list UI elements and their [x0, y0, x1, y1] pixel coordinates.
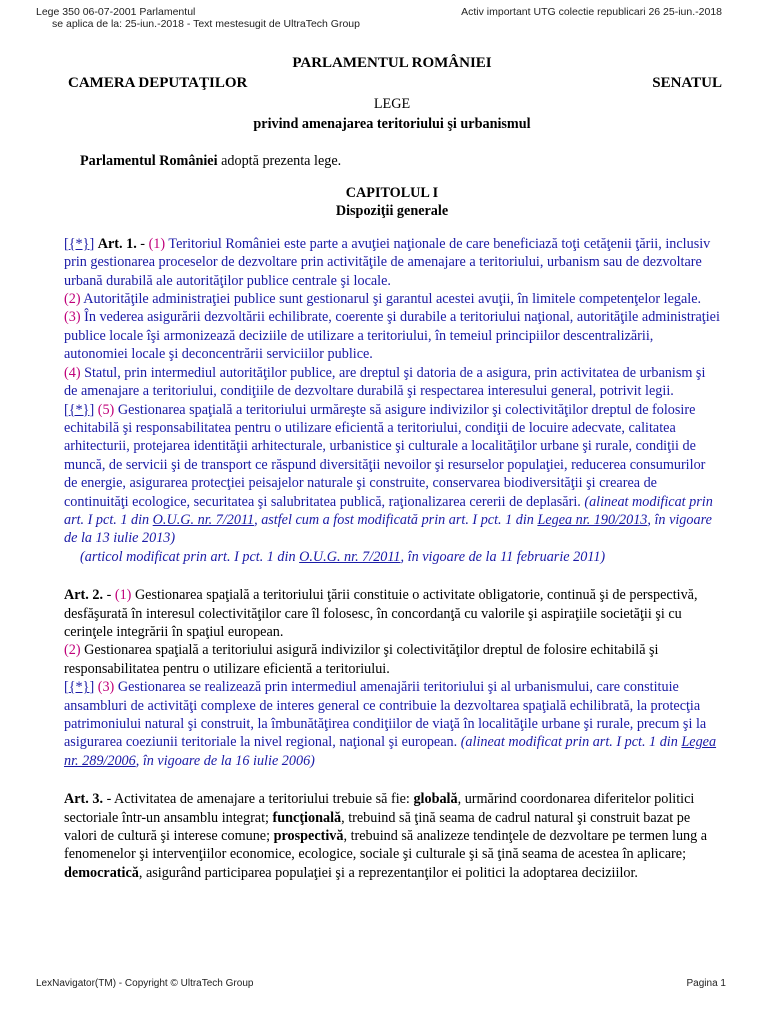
art1-ref-link[interactable]: {*} — [68, 235, 90, 252]
art1-paragraph-5: [{*}] (5) Gestionarea spaţială a teritoriului urmăreşte să asigure indivizilor şi colectivităţilor dreptul de folosire echitabilă şi responsabilitatea pentru o utilizare eficientă a teritoriului, condiţii de locuire adecvate, calitatea arhitecturii, protejarea identităţii arhitecturale, urbanistice şi culturale a localităţilor urbane şi rurale, condiţii de muncă, de servicii şi de transport ce răspund diversităţii nevoilor şi resurselor populaţiei, reducerea consumurilor de energie, asigurarea protecţiei peisajelor naturale şi construite, conservarea biodiversităţii şi crearea de continuităţi ecologice, securitatea şi salubritatea publică, raţionalizarea cererii de deplasări. (alineat modificat prin art. I pct. 1 din O.U.G. nr. 7/2011, astfel cum a fost modificată prin art. I pct. 1 din Legea nr. 190/2013, în vigoare de la 13 iulie 2013) — [64, 401, 713, 547]
oug-7-2011-link[interactable]: O.U.G. nr. 7/2011 — [152, 511, 255, 528]
document-body — [64, 54, 720, 882]
adoption-formula — [80, 152, 720, 170]
art1-p1-num: (1) — [148, 235, 166, 252]
header-line-1: Lege 350 06-07-2001 Parlamentul — [36, 6, 196, 18]
act-type: LEGE — [373, 95, 411, 112]
adoption-text: adoptă prezenta lege. — [217, 152, 342, 169]
oug-7-2011-link-2[interactable]: O.U.G. nr. 7/2011 — [299, 548, 401, 565]
chapter-number: CAPITOLUL I — [345, 185, 439, 202]
article-3 — [64, 790, 720, 882]
art2-paragraph-3: [{*}] (3) Gestionarea se realizează prin intermediul amenajării teritoriului şi al urbanismului, care constituie ansambluri de activităţi complexe de interes general ce contribuie la dezvoltarea spaţială echilibrată, la protecţia patrimoniului natural şi construit, la îmbunătăţirea condiţiilor de viaţă în localităţile urbane şi rurale, precum şi la asigurarea coeziunii teritoriale la nivel regional, naţional şi european. (alineat modificat prin art. I pct. 1 din Legea nr. 289/2006, în vigoare de la 16 iulie 2006) — [64, 679, 717, 769]
header-line-2: se aplica de la: 25-iun.-2018 - Text mestesugit de UltraTech Group — [52, 18, 360, 30]
issuer-title: PARLAMENTUL ROMÂNIEI — [292, 55, 492, 71]
art1-paragraph-2: (2) Autorităţile administraţiei publice sunt gestionarul şi garantul acestei avuţii, în limitele competenţelor legale. — [64, 291, 702, 308]
art2-paragraph-2: (2) Gestionarea spaţială a teritoriului asigură indivizilor şi colectivităţilor dreptul de folosire echitabilă şi responsabilitatea pentru o utilizare eficientă a teritoriului. — [64, 642, 659, 677]
footer-copyright: LexNavigator(TM) - Copyright © UltraTech Group — [36, 978, 254, 989]
chamber-senate: SENATUL — [652, 75, 722, 92]
act-subject: privind amenajarea teritoriului şi urbanismul — [253, 116, 531, 133]
art3-paragraph: Art. 3. - Activitatea de amenajare a teritoriului trebuie să fie: globală, urmărind coordonarea diferitelor politici sectoriale într-un ansamblu integrat; funcţională, trebuind să ţină seama de cadrul natural şi construit bazat pe valori de cultură şi interese comune; prospectivă, trebuind să analizeze tendinţele de dezvoltare pe termen lung a fenomenelor şi intervenţiilor economice, ecologice, sociale şi culturale şi să ţină seama de acestea în aplicare; democratică, asigurând participarea populaţiei şi a reprezentanţilor ei politici la adoptarea deciziilor. — [64, 791, 708, 881]
lege-289-2006-link[interactable]: Legea nr. 289/2006 — [64, 734, 717, 769]
art3-label: Art. 3. — [64, 791, 104, 808]
page-footer — [36, 978, 726, 989]
page-header-left — [36, 6, 360, 30]
adoption-issuer: Parlamentul României — [80, 152, 218, 169]
art1-amendment-note: (articol modificat prin art. I pct. 1 din O.U.G. nr. 7/2011, în vigoare de la 11 februarie 2011) — [80, 548, 606, 565]
page-header-right: Activ important UTG colectie republicari 26 25-iun.-2018 — [461, 6, 722, 18]
art1-paragraph-4: (4) Statul, prin intermediul autorităţilor publice, are dreptul şi datoria de a asigura, prin activitatea de urbanism şi de amenajare a teritoriului, condiţiile de dezvoltare durabilă şi respectarea interesului general, potrivit legii. — [64, 364, 706, 400]
article-1 — [64, 235, 720, 566]
art2-paragraph-1: Art. 2. - (1) Gestionarea spaţială a teritoriului ţării constituie o activitate obligatorie, continuă şi de perspectivă, desfăşurată în interesul colectivităţilor care îl folosesc, în concordanţă cu valorile şi aspiraţiile societăţii şi cu cerinţele integrării în spaţiul european. — [64, 587, 698, 640]
art2-p3-ref-link[interactable]: {*} — [68, 679, 90, 696]
art1-p5-ref-link[interactable]: {*} — [68, 401, 90, 418]
art1-paragraph-1: [{*}] Art. 1. - (1) Teritoriul României este parte a avuţiei naţionale de care beneficiază toţi cetăţenii ţării, inclusiv prin gestionarea proceselor de dezvoltare prin activităţile de amenajare a teritoriului, urbanism sau de dezvoltare urbană durabilă ale autorităţilor publice centrale şi locale. — [64, 235, 711, 289]
page-number: Pagina 1 — [686, 978, 726, 989]
art1-p1-text: Teritoriul României este parte a avuţiei naţionale de care beneficiază toţi cetăţenii ţării, inclusiv prin gestionarea proceselor de dezvoltare prin activităţile de amenajare a teritoriului, urbanism sau de dezvoltare urbană durabilă ale autorităţilor publice centrale şi locale. — [64, 235, 711, 289]
chamber-deputies: CAMERA DEPUTAŢILOR — [68, 75, 248, 92]
art1-label: Art. 1. — [97, 235, 137, 252]
lege-190-2013-link[interactable]: Legea nr. 190/2013 — [537, 511, 648, 528]
chapter-name: Dispoziţii generale — [335, 203, 449, 220]
chambers-row — [68, 74, 722, 92]
art2-label: Art. 2. — [64, 587, 104, 604]
art1-paragraph-3: (3) În vederea asigurării dezvoltării echilibrate, coerente şi durabile a teritoriului naţional, autorităţile administraţiei publice locale îşi armonizează deciziile de utilizare a teritoriului, în temeiul principiilor descentralizării, autonomiei locale şi deconcentrării serviciilor publice. — [64, 309, 720, 363]
article-2 — [64, 586, 720, 770]
